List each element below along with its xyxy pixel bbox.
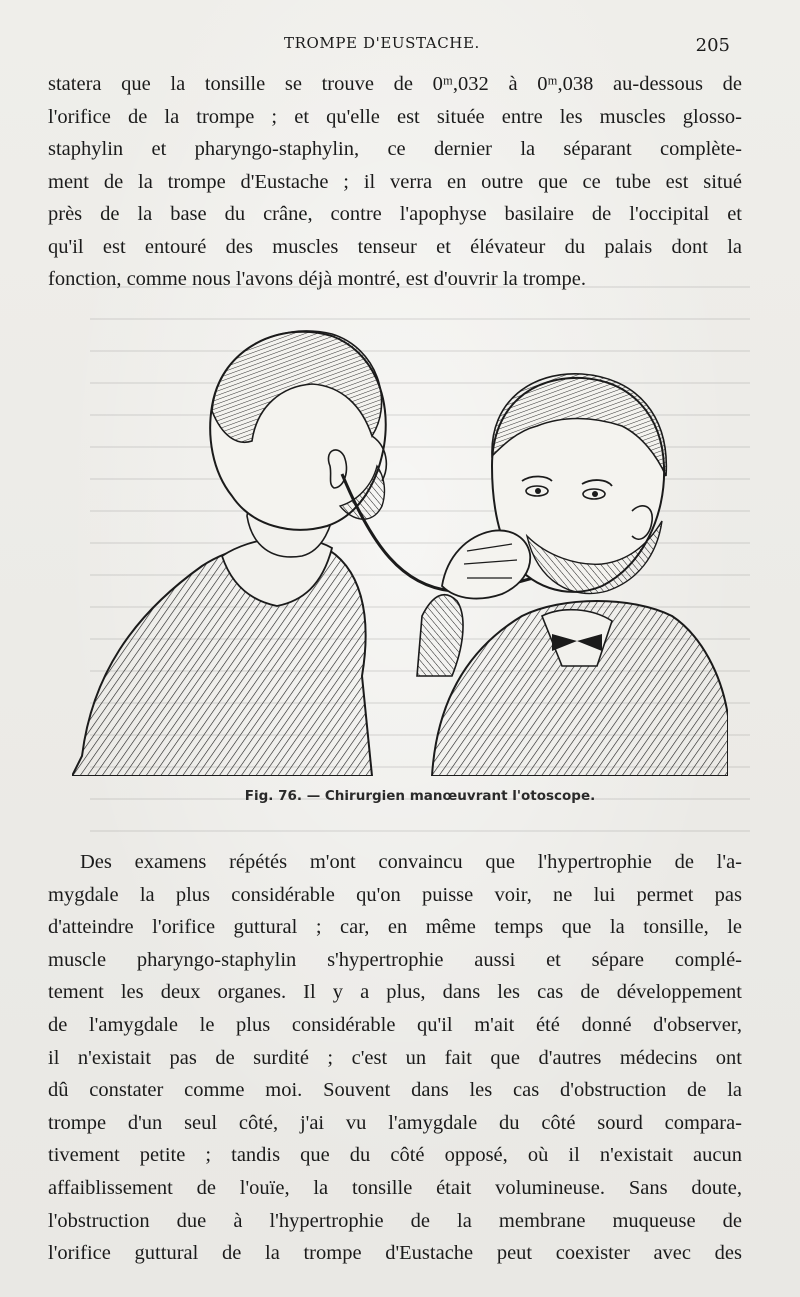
figure-label: Fig. 76.: [244, 788, 302, 804]
page-number: 205: [695, 35, 730, 56]
bottom-paragraph: [48, 846, 742, 1270]
text-line: ment de la trompe d'Eustache ; il verra en outre que ce tube est situé: [48, 170, 742, 193]
figure-caption-text: — Chirurgien manœuvrant l'otoscope.: [306, 788, 596, 804]
text-line: tivement petite ; tandis que du côté opposé, où il n'existait aucun: [48, 1144, 742, 1167]
otoscope-engraving: [72, 316, 728, 776]
text-line: Des examens répétés m'ont convaincu que l'hypertrophie de l'a-: [80, 851, 742, 873]
text-line: affaiblissement de l'ouïe, la tonsille était volumineuse. Sans doute,: [48, 1176, 742, 1199]
text-line: d'atteindre l'orifice guttural ; car, en même temps que la tonsille, le: [48, 916, 742, 939]
text-line: dû constater comme moi. Souvent dans les cas d'obstruction de la: [48, 1079, 742, 1102]
figure-caption: [0, 788, 800, 804]
surgeon-figure: [417, 374, 728, 776]
engraving-illustration: [72, 316, 728, 776]
patient-figure: [72, 331, 386, 776]
text-line: il n'existait pas de surdité ; c'est un fait que d'autres médecins ont: [48, 1046, 742, 1069]
text-line: l'orifice de la trompe ; et qu'elle est située entre les muscles glosso-: [48, 105, 742, 128]
text-line: trompe d'un seul côté, j'ai vu l'amygdale du côté sourd compara-: [48, 1111, 742, 1134]
running-title: TROMPE D'EUSTACHE.: [284, 34, 480, 52]
text-line: de l'amygdale le plus considérable qu'il m'ait été donné d'observer,: [48, 1013, 742, 1036]
text-line: l'obstruction due à l'hypertrophie de la membrane muqueuse de: [48, 1209, 742, 1232]
text-line: muscle pharyngo-staphylin s'hypertrophie aussi et sépare complé-: [48, 948, 742, 971]
top-paragraph: [48, 68, 742, 296]
text-line: tement les deux organes. Il y a plus, dans les cas de développement: [48, 981, 742, 1004]
text-line: fonction, comme nous l'avons déjà montré, est d'ouvrir la trompe.: [48, 268, 586, 290]
text-line: statera que la tonsille se trouve de 0ᵐ,032 à 0ᵐ,038 au-dessous de: [48, 73, 742, 95]
text-line: staphylin et pharyngo-staphylin, ce dernier la séparant complète-: [48, 138, 742, 160]
text-line: près de la base du crâne, contre l'apophyse basilaire de l'occipital et: [48, 203, 742, 225]
text-line: qu'il est entouré des muscles tenseur et élévateur du palais dont la: [48, 235, 742, 258]
text-line: mygdale la plus considérable qu'on puisse voir, ne lui permet pas: [48, 883, 742, 906]
running-head: [0, 34, 800, 58]
text-line: l'orifice guttural de la trompe d'Eustache peut coexister avec des: [48, 1242, 742, 1265]
